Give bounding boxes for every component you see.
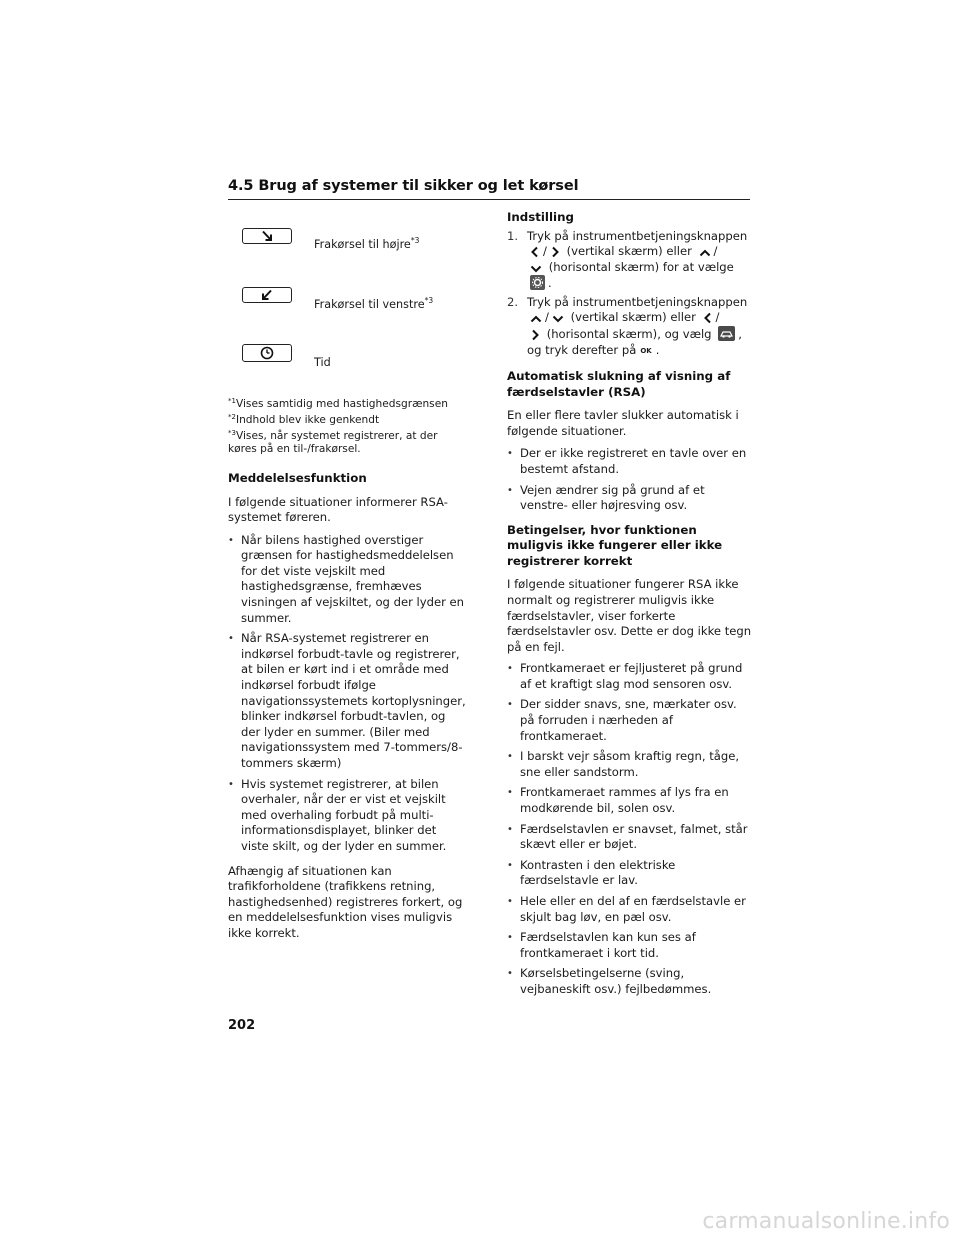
clock-icon	[260, 346, 274, 360]
arrow-down-right-icon	[259, 230, 275, 242]
message-intro: I følgende situationer informerer RSA-systemet føreren.	[228, 494, 448, 525]
arrow-down-left-icon	[259, 289, 275, 301]
conditions-intro: I følgende situationer fungerer RSA ikke normalt og registrerer muligvis ikke færdselstavler, viser forkerte færdselstavler osv. Dette er dog ikke tegn på en fejl.	[507, 577, 752, 654]
section-title: 4.5 Brug af systemer til sikker og let kørsel	[228, 178, 579, 194]
list-item: • Vejen ændrer sig på grund af et venstre- eller højresving osv.	[507, 483, 753, 514]
list-item: • Når bilens hastighed overstiger grænsen for hastighedsmeddelelsen for det viste vejskilt med hastighedsgrænse, fremhæves visningen af vejskiltet, og der lyder en summer.	[228, 533, 466, 627]
heading-conditions: Betingelser, hvor funktionen muligvis ikke fungerer eller ikke registrerer korrekt	[507, 522, 723, 568]
symbol-label-exit-right: Frakørsel til højre$^{*3}$	[314, 236, 420, 251]
heading-setting: Indstilling	[507, 210, 574, 224]
chevron-up-icon	[699, 248, 711, 258]
exit-left-sign	[242, 287, 292, 303]
list-item: • Færdselstavlen kan kun ses af frontkameraet i kort tid.	[507, 930, 753, 961]
symbol-table	[228, 210, 466, 395]
message-bullets	[228, 533, 466, 855]
footnotes	[228, 395, 466, 456]
chevron-down-icon	[552, 314, 564, 324]
chevron-left-icon	[530, 246, 540, 258]
setting-steps	[507, 229, 753, 360]
list-item: • Der sidder snavs, sne, mærkater osv. på forruden i nærheden af frontkameraet.	[507, 697, 753, 744]
list-item: • Hvis systemet registrerer, at bilen overhaler, når der er vist et vejskilt med overhaling forbudt på multi-informationsdisplayet, blinker det viste skilt, og der lyder en summer.	[228, 777, 466, 855]
driving-assist-icon	[718, 326, 735, 341]
watermark: carmanualsonline.info	[702, 1209, 950, 1234]
footnote: $^{*2}$Indhold blev ikke genkendt	[228, 413, 380, 426]
symbol-label-exit-left: Frakørsel til venstre$^{*3}$	[314, 296, 434, 311]
list-item: • Der er ikke registreret en tavle over en bestemt afstand.	[507, 446, 753, 477]
chevron-down-icon	[530, 264, 542, 274]
list-item: • Kørselsbetingelserne (sving, vejbaneskift osv.) fejlbedømmes.	[507, 966, 753, 997]
step-2: 2. Tryk på instrumentbetjeningsknappen / (vertikal skærm) eller / (horisontal skærm), og vælg , og tryk derefter på OK .	[507, 295, 753, 359]
step-1: 1. Tryk på instrumentbetjeningsknappen / (vertikal skærm) eller / (horisontal skærm) for at vælge .	[507, 229, 753, 292]
footnote: $^{*3}$Vises, når systemet registrerer, at der køres på en til-/frakørsel.	[228, 429, 438, 455]
chevron-up-icon	[530, 314, 542, 324]
settings-gear-icon	[530, 275, 545, 290]
conditions-bullets	[507, 661, 753, 997]
list-item: • Frontkameraet er fejljusteret på grund af et kraftigt slag mod sensoren osv.	[507, 661, 753, 692]
heading-message-function: Meddelelsesfunktion	[228, 471, 367, 485]
footnote: $^{*1}$Vises samtidig med hastighedsgrænsen	[228, 397, 448, 410]
page-number: 202	[228, 1018, 256, 1033]
list-item: • I barskt vejr såsom kraftig regn, tåge, sne eller sandstorm.	[507, 749, 753, 780]
list-item: • Kontrasten i den elektriske færdselstavle er lav.	[507, 858, 753, 889]
list-item: • Frontkameraet rammes af lys fra en modkørende bil, solen osv.	[507, 785, 753, 816]
auto-intro: En eller flere tavler slukker automatisk i følgende situationer.	[507, 408, 739, 438]
chevron-left-icon	[703, 312, 713, 324]
heading-auto-off: Automatisk slukning af visning af færdselstavler (RSA)	[507, 369, 731, 399]
list-item: • Når RSA-systemet registrerer en indkørsel forbudt-tavle og registrerer, at bilen er kørt ind i et område med indkørsel forbudt ifølge navigationssystemets kortoplysninger, blinker indkørsel forbudt-tavlen, og der lyder en summer. (Biler med navigationssystem med 7-tommers/8-tommers skærm)	[228, 631, 466, 771]
chevron-right-icon	[550, 246, 560, 258]
chevron-right-icon	[530, 329, 540, 341]
symbol-label-time: Tid	[314, 356, 331, 369]
list-item: • Hele eller en del af en færdselstavle er skjult bag løv, en pæl osv.	[507, 894, 753, 925]
header-rule	[228, 199, 750, 200]
time-sign	[242, 344, 292, 362]
list-item: • Færdselstavlen er snavset, falmet, står skævt eller er bøjet.	[507, 822, 753, 853]
message-closing: Afhængig af situationen kan trafikforholdene (trafikkens retning, hastighedsenhed) registreres forkert, og en meddelelsesfunktion vises muligvis ikke korrekt.	[228, 863, 463, 940]
exit-right-sign	[242, 228, 292, 244]
auto-bullets	[507, 446, 753, 513]
ok-button-icon: OK	[640, 346, 652, 355]
right-column	[507, 210, 753, 998]
left-column	[228, 210, 466, 942]
